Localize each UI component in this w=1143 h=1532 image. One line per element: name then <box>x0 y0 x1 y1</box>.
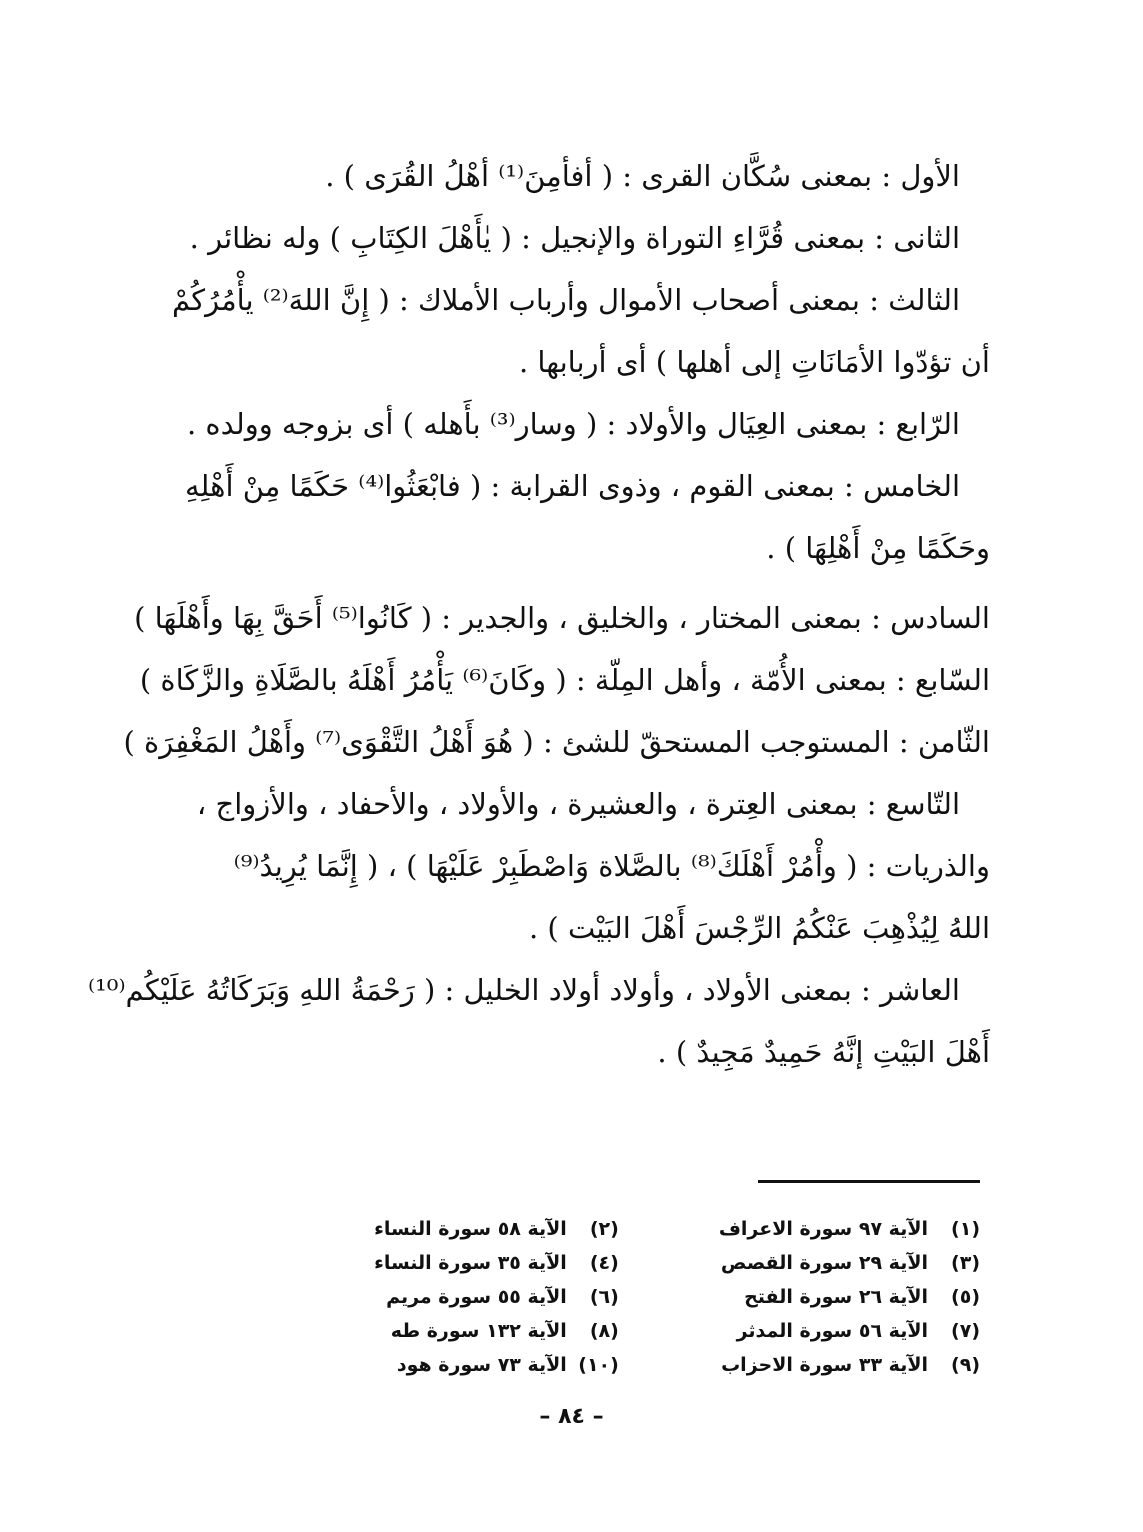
main-text <box>88 145 990 1083</box>
page-number: – ٨٤ – <box>539 1404 604 1429</box>
footnote-text: الآية ٢٩ سورة القصص <box>720 1252 928 1274</box>
text-line: الثانى : بمعنى قُرَّاءِ التوراة والإنجيل : ( يٰأَهْلَ الكِتَابِ ) وله نظائر . <box>189 221 960 255</box>
footnote-number: (٢) <box>589 1218 619 1240</box>
footnote-number: (٧) <box>951 1320 980 1342</box>
footnote-text: الآية ٧٣ سورة هود <box>396 1354 567 1376</box>
footnote-text: الآية ٩٧ سورة الاعراف <box>718 1218 928 1240</box>
footnote-item <box>719 1348 980 1382</box>
text-line: وحَكَمًا مِنْ أَهْلِهَا ) . <box>766 531 990 565</box>
text-line: الثّامن : المستوجب المستحقّ للشئ : ( هُوَ أَهْلُ التَّقْوَى⁽⁷⁾ وأَهْلُ المَغْفِرَة ) <box>123 725 990 759</box>
footnote-number: (٩) <box>951 1354 980 1376</box>
text-line: السّابع : بمعنى الأُمّة ، وأهل المِلّة : ( وكَانَ⁽⁶⁾ يَأْمُرُ أَهْلَهُ بالصَّلَاةِ والزَّكَاة ) <box>139 663 990 697</box>
footnote-text: الآية ٢٦ سورة الفتح <box>744 1286 928 1308</box>
text-line: الثالث : بمعنى أصحاب الأموال وأرباب الأملاك : ( إِنَّ اللهَ⁽²⁾ يأْمُرُكُمْ <box>171 283 960 317</box>
footnote-item <box>719 1212 980 1246</box>
footnote-number: (٣) <box>951 1252 980 1274</box>
text-line: الرّابع : بمعنى العِيَال والأولاد : ( وسار⁽³⁾ بأَهله ) أى بزوجه وولده . <box>187 407 960 441</box>
text-line: اللهُ لِيُذْهِبَ عَنْكُمُ الرِّجْسَ أَهْلَ البَيْت ) . <box>528 911 990 945</box>
text-line: أَهْلَ البَيْتِ إنَّهُ حَمِيدٌ مَجِيدٌ ) . <box>657 1035 990 1069</box>
footnote-item <box>374 1348 619 1382</box>
footnote-column-right <box>719 1212 980 1382</box>
text-line: الأول : بمعنى سُكَّان القرى : ( أفأمِنَ⁽¹⁾ أهْلُ القُرَى ) . <box>325 159 960 193</box>
footnote-item <box>374 1314 619 1348</box>
footnote-column-left <box>374 1212 619 1382</box>
footnote-text: الآية ٥٦ سورة المدثر <box>736 1320 928 1342</box>
footnote-number: (١٠) <box>578 1354 619 1376</box>
text-line: أن تؤدّوا الأمَانَاتِ إلى أهلها ) أى أربابها . <box>518 345 990 379</box>
text-line: العاشر : بمعنى الأولاد ، وأولاد أولاد الخليل : ( رَحْمَةُ اللهِ وَبَرَكَاتُهُ عَلَيْكُم⁽¹⁰⁾ <box>88 973 960 1007</box>
text-line: والذريات : ( وأْمُرْ أَهْلَكَ⁽⁸⁾ بالصَّلاة وَاصْطَبِرْ عَلَيْهَا ) ، ( إِنَّمَا يُرِيدُ⁽⁹⁾ <box>233 849 990 883</box>
footnotes <box>240 1212 980 1382</box>
text-line: السادس : بمعنى المختار ، والخليق ، والجدير : ( كَانُوا⁽⁵⁾ أَحَقَّ بِهَا وأَهْلَهَا ) <box>134 601 990 635</box>
footnote-separator <box>758 1180 980 1183</box>
footnote-item <box>374 1280 619 1314</box>
footnote-number: (١) <box>951 1218 980 1240</box>
footnote-text: الآية ٥٨ سورة النساء <box>374 1218 567 1240</box>
footnote-number: (٦) <box>589 1286 619 1308</box>
footnote-item <box>719 1314 980 1348</box>
footnote-text: الآية ٣٣ سورة الاحزاب <box>721 1354 928 1376</box>
footnote-number: (٤) <box>589 1252 619 1274</box>
footnote-item <box>374 1246 619 1280</box>
footnote-text: الآية ١٣٢ سورة طه <box>390 1320 567 1342</box>
footnote-number: (٥) <box>951 1286 980 1308</box>
footnote-item <box>719 1280 980 1314</box>
text-line: الخامس : بمعنى القوم ، وذوى القرابة : ( فابْعَثُوا⁽⁴⁾ حَكَمًا مِنْ أَهْلِهِ <box>185 469 960 503</box>
footnote-text: الآية ٣٥ سورة النساء <box>374 1252 567 1274</box>
footnote-item <box>719 1246 980 1280</box>
footnote-item <box>374 1212 619 1246</box>
text-line: التّاسع : بمعنى العِترة ، والعشيرة ، والأولاد ، والأحفاد ، والأزواج ، <box>196 787 960 821</box>
footnote-text: الآية ٥٥ سورة مريم <box>386 1286 567 1308</box>
footnote-number: (٨) <box>589 1320 619 1342</box>
